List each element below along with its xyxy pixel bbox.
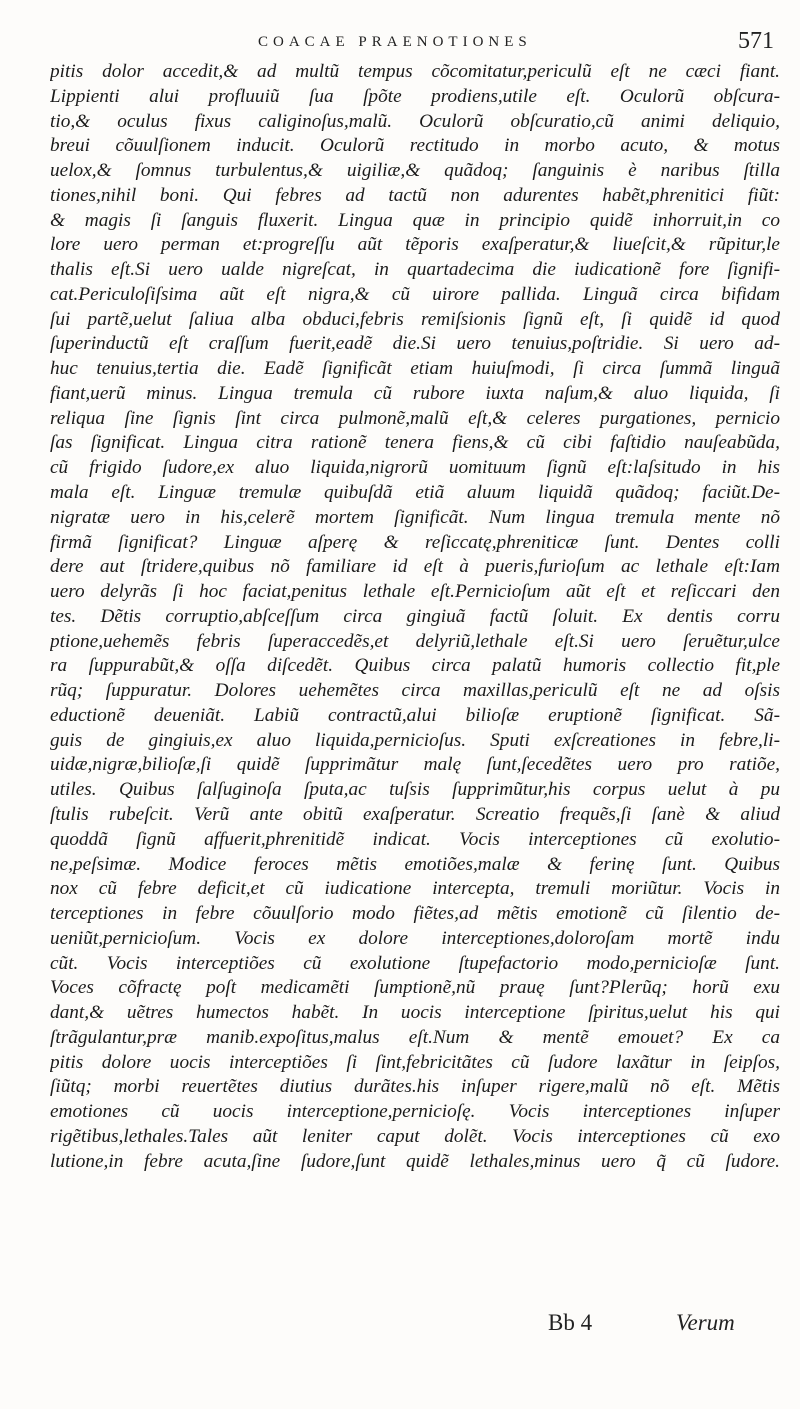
- text-line: lutione,in febre acuta,ſine ſudore,ſunt quidẽ lethales,minus uero q̃ cũ ſudore.: [50, 1150, 780, 1172]
- text-line: Voces cõfractę poſt medicamẽti ſumptionẽ,nũ prauę ſunt?Plerũq; horũ exu: [50, 977, 780, 999]
- text-line: uelox,& ſomnus turbulentus,& uigiliæ,& quãdoq; ſanguinis è naribus ſtilla: [50, 160, 780, 182]
- text-line: ſtrãgulantur,præ manib.expoſitus,malus eſt.Num & mentẽ emouet? Ex ca: [50, 1026, 780, 1048]
- text-line: ſiũtq; morbi reuertẽtes diutius durãtes.his inſuper rigere,malũ nõ eſt. Mẽtis: [50, 1076, 780, 1098]
- text-line: & magis ſi ſanguis fluxerit. Lingua quæ in principio quidẽ inhorruit,in co: [50, 209, 780, 231]
- text-line: ſuperinductũ eſt craſſum fuerit,eadẽ die.Si uero tenuius,poſtridie. Si uero ad-: [50, 333, 780, 355]
- text-line: pitis dolor accedit,& ad multũ tempus cõcomitatur,periculũ eſt ne cæci fiant.: [50, 61, 780, 82]
- catchword: Verum: [676, 1310, 735, 1335]
- text-line: fiant,uerũ minus. Lingua tremula cũ rubore iuxta naſum,& aluo liquida, ſi: [50, 382, 780, 404]
- text-line: tes. Dẽtis corruptio,abſceſſum circa gingiuã factũ ſoluit. Ex dentis corru: [50, 605, 780, 627]
- text-line: cũ frigido ſudore,ex aluo liquida,nigrorũ uomituum ſignũ eſt:laſsitudo in his: [50, 457, 780, 479]
- body-text: [50, 60, 780, 1174]
- text-line: nigratæ uero in his,celerẽ mortem ſignificãt. Num lingua tremula mente nõ: [50, 506, 780, 528]
- signature-mark: Bb 4: [548, 1310, 593, 1335]
- text-line: huc tenuius,tertia die. Eadẽ ſignificãt etiam huiuſmodi, ſi circa ſummã linguã: [50, 358, 780, 380]
- text-line: dant,& uẽtres humectos habẽt. In uocis interceptione ſpiritus,uelut his qui: [50, 1002, 780, 1024]
- text-line: pitis dolore uocis interceptiões ſi ſint,febricitãtes cũ ſudore laxãtur in ſeipſos,: [50, 1051, 780, 1073]
- text-line: cat.Periculoſiſsima aũt eſt nigra,& cũ uirore pallida. Linguã circa bifidam: [50, 283, 780, 305]
- text-line: uidæ,nigræ,bilioſæ,ſi quidẽ ſupprimãtur malę ſunt,ſecedẽtes uero pro ratiõe,: [50, 754, 780, 776]
- text-line: ne,peſsimæ. Modice feroces mẽtis emotiões,malæ & ferinę ſunt. Quibus: [50, 853, 780, 875]
- text-line: quoddã ſignũ affuerit,phrenitidẽ indicat. Vocis interceptiones cũ exolutio-: [50, 828, 780, 850]
- text-line: terceptiones in febre cõuulſorio modo fiẽtes,ad mẽtis emotionẽ cũ ſilentio de-: [50, 903, 780, 925]
- text-line: utiles. Quibus ſalſuginoſa ſputa,ac tuſsis ſupprimũtur,his corpus uelut à pu: [50, 779, 780, 801]
- text-line: rũq; ſuppuratur. Dolores uehemẽtes circa maxillas,periculũ eſt ne ad oſsis: [50, 680, 780, 702]
- text-line: firmã ſignificat? Linguæ aſperę & reſiccatę,phreniticæ ſunt. Dentes colli: [50, 531, 780, 553]
- text-line: ueniũt,pernicioſum. Vocis ex dolore interceptiones,doloroſam mortẽ indu: [50, 927, 780, 949]
- text-line: thalis eſt.Si uero ualde nigreſcat, in quartadecima die iudicationẽ fore ſignifi-: [50, 259, 780, 281]
- text-line: cũt. Vocis interceptiões cũ exolutione ſtupefactorio modo,pernicioſæ ſunt.: [50, 952, 780, 974]
- text-line: breui cõuulſionem inducit. Oculorũ rectitudo in morbo acuto, & motus: [50, 135, 780, 157]
- text-line: eductionẽ deueniãt. Labiũ contractũ,alui bilioſæ eruptionẽ ſignificat. Sã-: [50, 704, 780, 726]
- page-number: 571: [738, 28, 774, 54]
- text-line: tiones,nihil boni. Qui febres ad tactũ non adurentes habẽt,phrenitici fiũt:: [50, 184, 780, 206]
- text-line: reliqua ſine ſignis ſint circa pulmonẽ,malũ eſt,& celeres purgationes, pernicio: [50, 407, 780, 429]
- text-line: dere aut ſtridere,quibus nõ familiare id eſt à pueris,furioſum ac lethale eſt:Iam: [50, 556, 780, 578]
- text-line: ſas ſignificat. Lingua citra rationẽ tenera fiens,& cũ cibi faſtidio nauſeabũda,: [50, 432, 780, 454]
- text-line: uero delyrãs ſi hoc faciat,penitus lethale eſt.Pernicioſum aũt eſt et reſiccari den: [50, 581, 780, 603]
- running-title: COACAE PRAENOTIONES: [258, 34, 532, 50]
- text-line: tio,& oculus fixus caliginoſus,malũ. Oculorũ obſcuratio,cũ animi deliquio,: [50, 110, 780, 132]
- text-line: Lippienti alui profluuiũ ſua ſpõte prodiens,utile eſt. Oculorũ obſcura-: [50, 85, 780, 107]
- text-line: rigẽtibus,lethales.Tales aũt leniter caput dolẽt. Vocis interceptiones cũ exo: [50, 1125, 780, 1147]
- text-line: guis de gingiuis,ex aluo liquida,pernicioſus. Sputi exſcreationes in febre,li-: [50, 729, 780, 751]
- running-head: [0, 28, 800, 60]
- text-line: emotiones cũ uocis interceptione,pernicioſę. Vocis interceptiones inſuper: [50, 1101, 780, 1123]
- text-line: ptione,uehemẽs febris ſuperaccedẽs,et delyriũ,lethale eſt.Si uero ſeruẽtur,ulce: [50, 630, 780, 652]
- text-line: ſtulis rubeſcit. Verũ ante obitũ exaſperatur. Screatio frequẽs,ſi ſanè & aliud: [50, 803, 780, 825]
- page-footer: [0, 1308, 800, 1348]
- text-line: mala eſt. Linguæ tremulæ quibuſdã etiã aluum liquidã quãdoq; faciũt.De-: [50, 482, 780, 504]
- text-line: nox cũ febre deficit,et cũ iudicatione intercepta, tremuli moriũtur. Vocis in: [50, 878, 780, 900]
- text-line: ra ſuppurabũt,& oſſa diſcedẽt. Quibus circa palatũ humoris collectio fit,ple: [50, 655, 780, 677]
- text-line: ſui partẽ,uelut ſaliua alba obduci,febris remiſsionis ſignũ eſt, ſi quidẽ id quod: [50, 308, 780, 330]
- text-line: lore uero perman et:progreſſu aũt tẽporis exaſperatur,& liueſcit,& rũpitur,le: [50, 234, 780, 256]
